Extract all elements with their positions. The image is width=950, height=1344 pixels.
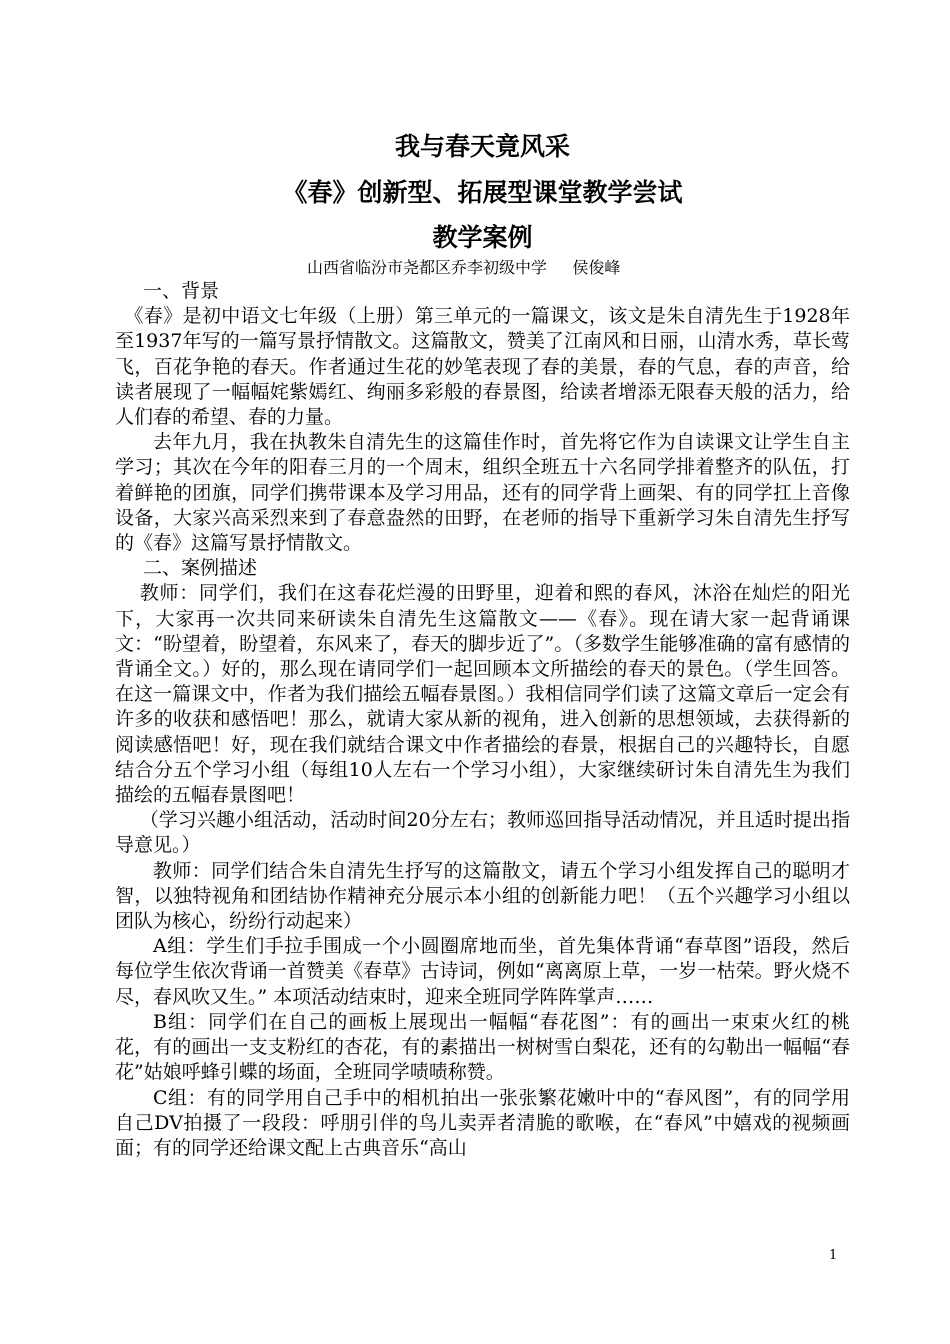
page-number: 1 <box>829 1248 838 1263</box>
paragraph-group-c: C组：有的同学用自己手中的相机拍出一张张繁花嫩叶中的“春风图”，有的同学用自己DV拍摄了一段段：呼朋引伴的鸟儿卖弄者清脆的歌喉，在“春风”中嬉戏的视频画面；有的同学还给课文配上古典音乐“高山 <box>115 1086 850 1159</box>
paragraph: （学习兴趣小组活动，活动时间20分左右；教师巡回指导活动情况，并且适时提出指导意见。） <box>115 809 850 857</box>
paragraph: 《春》是初中语文七年级（上册）第三单元的一篇课文，该文是朱自清先生于1928年至1937年写的一篇写景抒情散文。这篇散文，赞美了江南风和日丽，山清水秀，草长莺飞，百花争艳的春天。作者通过生花的妙笔表现了春的美景，春的气息，春的声音，给读者展现了一幅幅姹紫嫣红、绚丽多彩般的春景图，给读者增添无限春天般的活力，给人们春的希望、春的力量。 <box>115 305 850 429</box>
section-heading-case: 二、案例描述 <box>143 557 258 580</box>
section-heading-background: 一、背景 <box>143 280 220 302</box>
paragraph-group-b: B组：同学们在自己的画板上展现出一幅幅“春花图”：有的画出一束束火红的桃花，有的画出一支支粉红的杏花，有的素描出一树树雪白梨花，还有的勾勒出一幅幅“春花”姑娘呼蜂引蝶的场面，全班同学啧啧称赞。 <box>115 1010 850 1084</box>
paragraph: 去年九月，我在执教朱自清先生的这篇佳作时，首先将它作为自读课文让学生自主学习；其次在今年的阳春三月的一个周末，组织全班五十六名同学排着整齐的队伍，打着鲜艳的团旗，同学们携带课本及学习用品，还有的同学背上画架、有的同学扛上音像设备，大家兴高采烈来到了春意盎然的田野，在老师的指导下重新学习朱自清先生抒写的《春》这篇写景抒情散文。 <box>115 431 850 555</box>
document-title: 我与春天竟风采 <box>394 132 570 161</box>
document-subtitle-2: 教学案例 <box>432 223 533 252</box>
paragraph: 教师：同学们，我们在这春花烂漫的田野里，迎着和熙的春风，沐浴在灿烂的阳光下，大家再一次共同来研读朱自清先生这篇散文——《春》。现在请大家一起背诵课文：“盼望着，盼望着，东风来了，春天的脚步近了”。（多数学生能够准确的富有感情的背诵全文。）好的，那么现在请同学们一起回顾本文所描绘的春天的景色。（学生回答。在这一篇课文中，作者为我们描绘五幅春景图。）我相信同学们读了这篇文章后一定会有许多的收获和感悟吧！那么，就请大家从新的视角，进入创新的思想领域，去获得新的阅读感悟吧！好，现在我们就结合课文中作者描绘的春景，根据自己的兴趣特长，自愿结合分五个学习小组（每组10人左右一个学习小组），大家继续研讨朱自清先生为我们描绘的五幅春景图吧！ <box>115 582 850 807</box>
paragraph: 教师：同学们结合朱自清先生抒写的这篇散文，请五个学习小组发挥自己的聪明才智，以独特视角和团结协作精神充分展示本小组的创新能力吧！（五个兴趣学习小组以团队为核心，纷纷行动起来） <box>115 859 850 933</box>
document-subtitle: 《春》创新型、拓展型课堂教学尝试 <box>282 178 683 207</box>
document-page <box>115 132 850 1161</box>
paragraph-group-a: A组：学生们手拉手围成一个小圆圈席地而坐，首先集体背诵“春草图”语段，然后每位学生依次背诵一首赞美《春草》古诗词，例如“离离原上草，一岁一枯荣。野火烧不尽，春风吹又生。” 本项活动结束时，迎来全班同学阵阵掌声…… <box>115 935 850 1008</box>
document-body <box>115 279 850 1161</box>
author-line: 山西省临汾市尧都区乔李初级中学 侯俊峰 <box>307 258 621 277</box>
